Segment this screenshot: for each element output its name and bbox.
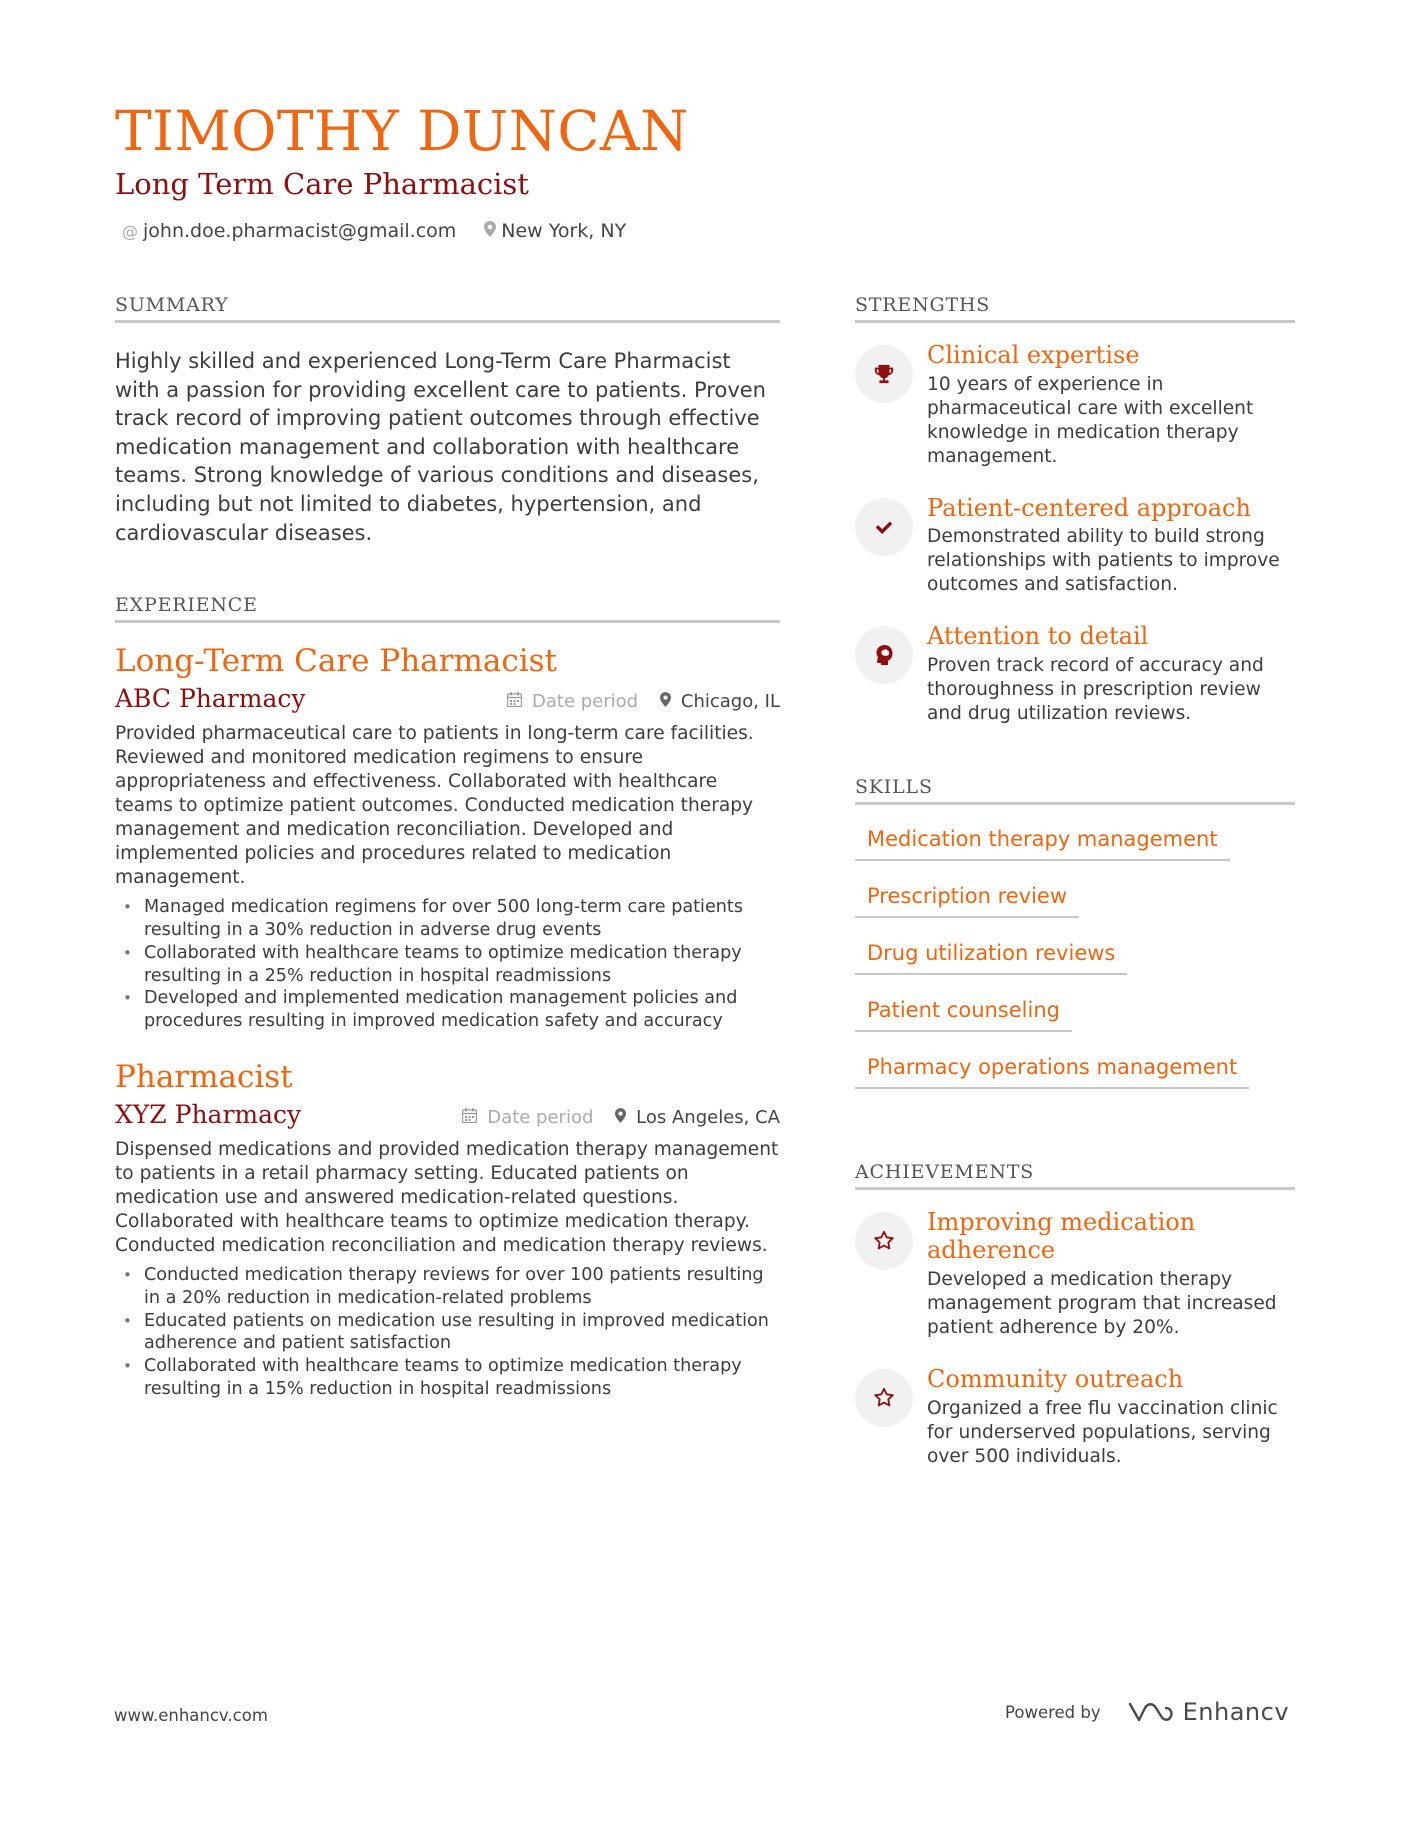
job-bullets [115,896,780,1033]
star-icon [855,1369,913,1427]
location-text: Los Angeles, CA [636,1106,780,1128]
achievement-description: Developed a medication therapy management program that increased patient adherence by 20%. [927,1268,1277,1338]
skill-row [855,825,1295,861]
calendar-icon [462,1108,482,1127]
achievements-heading: ACHIEVEMENTS [855,1159,1295,1190]
date-period [507,691,638,712]
at-icon: @ [122,221,138,241]
enhancv-logo-text: Enhancv [1182,1698,1290,1726]
job-bullets [115,1264,780,1401]
strength-title: Patient-centered approach [927,493,1251,522]
bullet-item: • Collaborated with healthcare teams to optimize medication therapy resulting in a 15% reduction in hospital readmissions [144,1355,780,1401]
skill-tag: Pharmacy operations management [855,1053,1249,1089]
date-text: Date period [532,691,639,713]
job-description: Provided pharmaceutical care to patients in long-term care facilities. Reviewed and monitored medication regimens to ensure appropriateness and effectiveness. Collaborated with healthcare teams to optimize patient outcomes. Conducted medication therapy management and medication reconciliation. Developed and implemented policies and procedures related to medication management. [115,723,754,889]
strength-description: Demonstrated ability to build strong relationships with patients to improve outcomes and satisfaction. [927,526,1280,596]
candidate-name: TIMOTHY DUNCAN [115,99,689,163]
job-title: Pharmacist [115,1058,293,1095]
job-meta [462,1107,780,1128]
experience-entry [115,1058,780,1401]
strengths-section [855,292,1295,726]
candidate-role: Long Term Care Pharmacist [115,167,529,201]
job-location [615,1107,780,1128]
footer-website[interactable]: www.enhancv.com [114,1706,268,1725]
checkmark-icon [855,498,913,556]
experience-section [115,592,780,1401]
date-text: Date period [487,1106,594,1128]
skill-tag: Patient counseling [855,996,1072,1032]
enhancv-logo[interactable] [1127,1698,1289,1726]
summary-text: Highly skilled and experienced Long-Term Care Pharmacist with a passion for providing excellent care to patients. Proven track record of improving patient outcomes through effective medication management and collaboration with healthcare teams. Strong knowledge of various conditions and diseases, including but not limited to diabetes, hypertension, and cardiovascular diseases. [115,349,766,545]
strength-item [855,494,1295,598]
summary-section [115,292,780,547]
company-name: XYZ Pharmacy [115,1099,302,1129]
skill-row [855,939,1295,975]
achievement-item [855,1208,1295,1340]
bullet-item: • Collaborated with healthcare teams to optimize medication therapy resulting in a 25% reduction in hospital readmissions [144,942,780,988]
calendar-icon [507,692,527,711]
left-column [115,292,780,1401]
footer-branding [1005,1698,1289,1726]
skills-section [855,774,1295,1089]
company-row [115,682,780,716]
strength-title: Attention to detail [927,622,1149,651]
date-period [462,1107,593,1128]
location-text: New York, NY [501,220,627,242]
star-icon [855,1212,913,1270]
skill-tag: Prescription review [855,882,1079,918]
achievement-title: Community outreach [927,1364,1184,1393]
right-column [855,292,1295,1469]
strength-body [927,622,1295,726]
job-meta [507,691,780,712]
company-name: ABC Pharmacy [115,684,306,714]
bullet-item: • Developed and implemented medication management policies and procedures resulting in improved medication safety and accuracy [144,987,780,1033]
achievement-body [927,1208,1295,1340]
skill-tag: Drug utilization reviews [855,939,1127,975]
skill-row [855,996,1295,1032]
company-row [115,1098,780,1132]
location-pin-icon [484,221,496,241]
job-location [660,691,780,712]
achievement-description: Organized a free flu vaccination clinic for underserved populations, serving over 500 individuals. [927,1397,1278,1467]
achievement-body [927,1365,1295,1469]
bullet-item: • Managed medication regimens for over 500 long-term care patients resulting in a 30% reduction in adverse drug events [144,896,780,942]
strength-title: Clinical expertise [927,341,1140,369]
experience-heading: EXPERIENCE [115,592,780,623]
location-contact [484,220,626,242]
bullet-item: • Educated patients on medication use resulting in improved medication adherence and patient satisfaction [144,1310,780,1356]
skill-row [855,882,1295,918]
trophy-icon [855,345,913,403]
strength-body [927,341,1295,469]
powered-by-text: Powered by [1005,1702,1101,1722]
bullet-item: • Conducted medication therapy reviews for over 100 patients resulting in a 20% reduction in medication-related problems [144,1264,780,1310]
job-description: Dispensed medications and provided medication therapy management to patients in a retail pharmacy setting. Educated patients on medication use and answered medication-related questions. Collaborated with healthcare teams to optimize medication therapy. Conducted medication reconciliation and medication therapy reviews. [115,1138,779,1256]
location-text: Chicago, IL [680,691,780,713]
location-pin-icon [615,1109,631,1127]
strength-item [855,341,1295,469]
strength-body [927,494,1295,598]
skills-list [855,825,1295,1089]
job-title: Long-Term Care Pharmacist [115,643,557,680]
email-text: john.doe.pharmacist@gmail.com [143,220,457,242]
skill-row [855,1053,1295,1089]
location-pin-icon [660,693,676,711]
strength-item [855,622,1295,726]
summary-heading: SUMMARY [115,292,780,323]
skill-tag: Medication therapy management [855,825,1230,861]
achievement-title: Improving medication adherence [927,1207,1196,1265]
enhancv-logo-icon [1127,1700,1173,1724]
strengths-heading: STRENGTHS [855,292,1295,323]
brain-icon [855,626,913,684]
strength-description: 10 years of experience in pharmaceutical care with excellent knowledge in medication therapy management. [927,373,1254,467]
email-contact[interactable] [122,220,456,242]
achievements-section [855,1159,1295,1469]
skills-heading: SKILLS [855,774,1295,805]
experience-entry [115,642,780,1033]
strength-description: Proven track record of accuracy and thoroughness in prescription review and drug utilization reviews. [927,654,1264,724]
achievement-item [855,1365,1295,1469]
contact-info [122,220,626,242]
